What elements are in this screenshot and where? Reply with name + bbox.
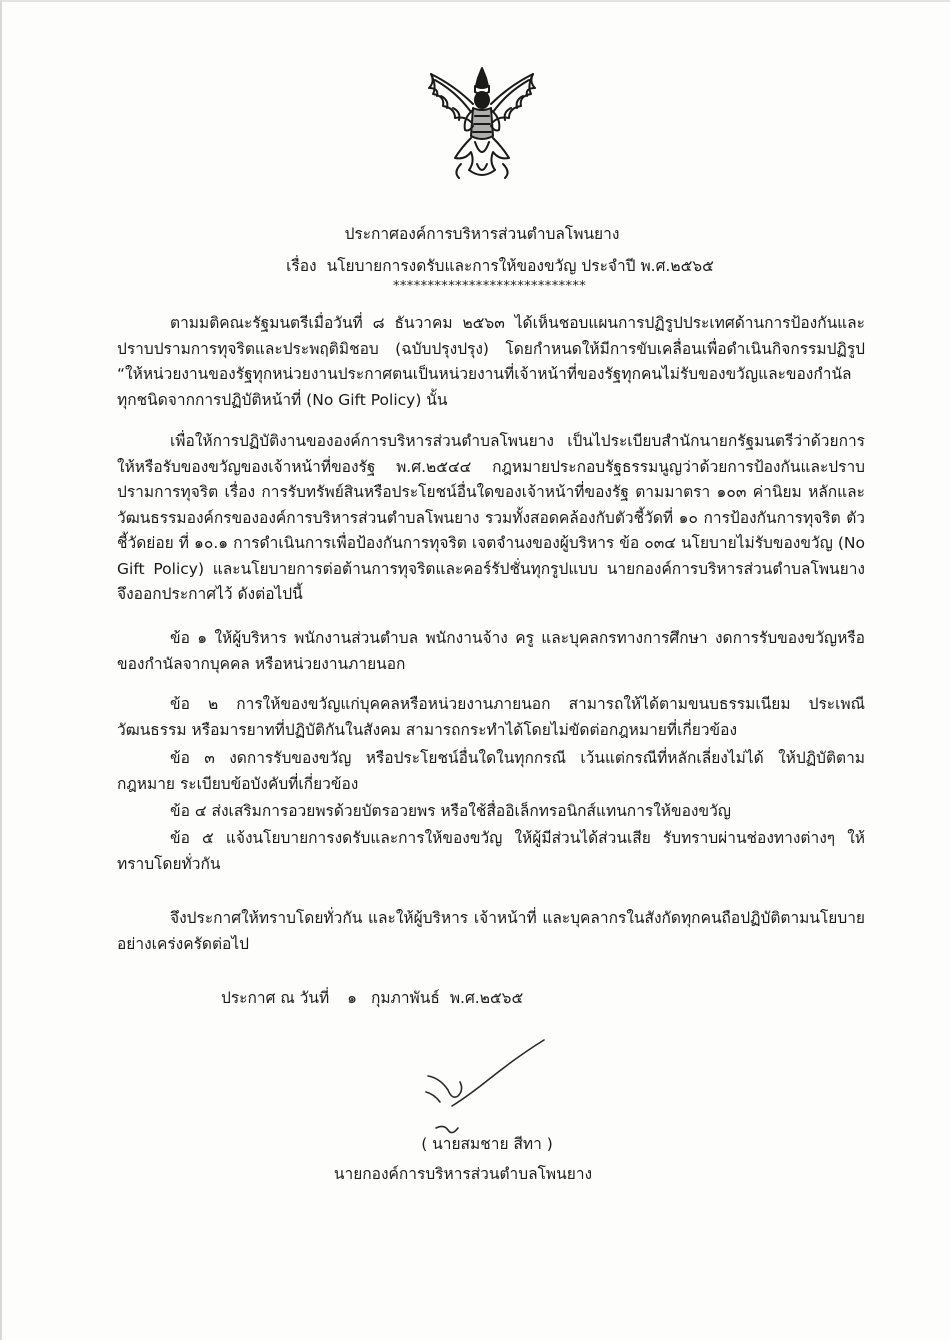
policy-item-2 <box>117 692 865 743</box>
closing-text: จึงประกาศให้ทราบโดยทั่วกัน และให้ผู้บริหาร เจ้าหน้าที่ และบุคลากรในสังกัดทุกคนถือปฏิบัติตามนโยบายอย่างเคร่งครัดต่อไป <box>117 909 865 953</box>
date-day: ๑ <box>347 989 358 1007</box>
paragraph-text: เพื่อให้การปฏิบัติงานขององค์การบริหารส่วนตำบลโพนยาง เป็นไประเบียบสำนักนายกรัฐมนตรีว่าด้วยการให้หรือรับของขวัญของเจ้าหน้าที่ของรัฐ พ.ศ.๒๕๔๔ กฎหมายประกอบรัฐธรรมนูญว่าด้วยการป้องกันและปราบปรามการทุจริต เรื่อง การรับทรัพย์สินหรือประโยชน์อื่นใดของเจ้าหน้าที่ของรัฐ ตามมาตรา ๑๐๓ ค่านิยม หลักและวัฒนธรรมองค์กรขององค์การบริหารส่วนตำบลโพนยาง รวมทั้งสอดคล้องกับตัวชี้วัดที่ ๑๐ การป้องกันการทุจริต ตัวชี้วัดย่อย ที่ ๑๐.๑ การดำเนินการเพื่อป้องกันการทุจริต เจตจำนงของผู้บริหาร ข้อ ๐๓๔ นโยบายไม่รับของขวัญ (No Gift Policy) และนโยบายการต่อต้านการทุจริตและคอร์รัปชั่นทุกรูปแบบ นายกองค์การบริหารส่วนตำบลโพนยาง จึงออกประกาศไว้ ดังต่อไปนี้ <box>117 432 865 603</box>
policy-item-text: ข้อ ๒ การให้ของขวัญแก่บุคคลหรือหน่วยงานภายนอก สามารถให้ได้ตามขนบธรรมเนียม ประเพณีวัฒนธรรม หรือมารยาทที่ปฏิบัติกันในสังคม สามารถกระทำได้โดยไม่ขัดต่อกฎหมายที่เกี่ยวข้อง <box>117 695 865 739</box>
subject-label: เรื่อง <box>286 257 317 275</box>
signer-name <box>0 1131 950 1157</box>
policy-item-text: ข้อ ๑ ให้ผู้บริหาร พนักงานส่วนตำบล พนักงานจ้าง ครู และบุคลกรทางการศึกษา งดการรับของขวัญหรือของกำนัลจากบุคคล หรือหน่วยงานภายนอก <box>117 629 865 673</box>
signer-position <box>0 1161 950 1187</box>
paragraph-text: ตามมติคณะรัฐมนตรีเมื่อวันที่ ๘ ธันวาคม ๒๕๖๓ ได้เห็นชอบแผนการปฏิรูปประเทศด้านการป้องกันและปราบปรามการทุจริตและประพฤติมิชอบ (ฉบับปรุงปรุง) โดยกำหนดให้มีการขับเคลื่อนเพื่อดำเนินกิจกรรมปฏิรูป “ให้หน่วยงานของรัฐทุกหน่วยงานประกาศตนเป็นหน่วยงานที่เจ้าหน้าที่ของรัฐทุกคนไม่รับของขวัญและของกำนัลทุกชนิดจากการปฏิบัติหน้าที่ (No Gift Policy) นั้น <box>117 314 865 409</box>
paragraph-purpose <box>117 429 865 608</box>
closing-paragraph <box>117 906 865 957</box>
separator-line: **************************** <box>393 279 587 294</box>
policy-item-text: ข้อ ๔ ส่งเสริมการอวยพรด้วยบัตรอวยพร หรือใช้สื่ออิเล็กทรอนิกส์แทนการให้ของขวัญ <box>170 802 731 820</box>
signer-position-text: นายกองค์การบริหารส่วนตำบลโพนยาง <box>333 1165 593 1183</box>
subject-text: นโยบายการงดรับและการให้ของขวัญ ประจำปี พ.ศ.๒๕๖๕ <box>326 257 714 275</box>
announcement-date <box>221 985 523 1011</box>
date-prefix: ประกาศ ณ วันที่ <box>221 989 330 1007</box>
paragraph-background <box>117 311 865 413</box>
signer-name-text: ( นายสมชาย สีทา ) <box>421 1135 553 1153</box>
policy-item-5 <box>117 826 865 877</box>
announcement-title: ประกาศองค์การบริหารส่วนตำบลโพนยาง <box>344 225 620 243</box>
handwritten-signature <box>418 1030 578 1145</box>
policy-item-4 <box>117 799 865 825</box>
garuda-emblem-icon <box>425 66 540 182</box>
policy-item-text: ข้อ ๕ แจ้งนโยบายการงดรับและการให้ของขวัญ ให้ผู้มีส่วนได้ส่วนเสีย รับทราบผ่านช่องทางต่างๆ ให้ทราบโดยทั่วกัน <box>117 829 865 873</box>
policy-item-1 <box>117 626 865 677</box>
date-month: กุมภาพันธ์ <box>371 989 440 1007</box>
date-year: พ.ศ.๒๕๖๕ <box>449 989 524 1007</box>
policy-item-text: ข้อ ๓ งดการรับของขวัญ หรือประโยชน์อื่นใดในทุกกรณี เว้นแต่กรณีที่หลักเลี่ยงไม่ได้ ให้ปฏิบัติตามกฎหมาย ระเบียบข้อบังคับที่เกี่ยวข้อง <box>117 749 865 793</box>
policy-item-3 <box>117 746 865 797</box>
announcement-subject <box>25 253 950 279</box>
